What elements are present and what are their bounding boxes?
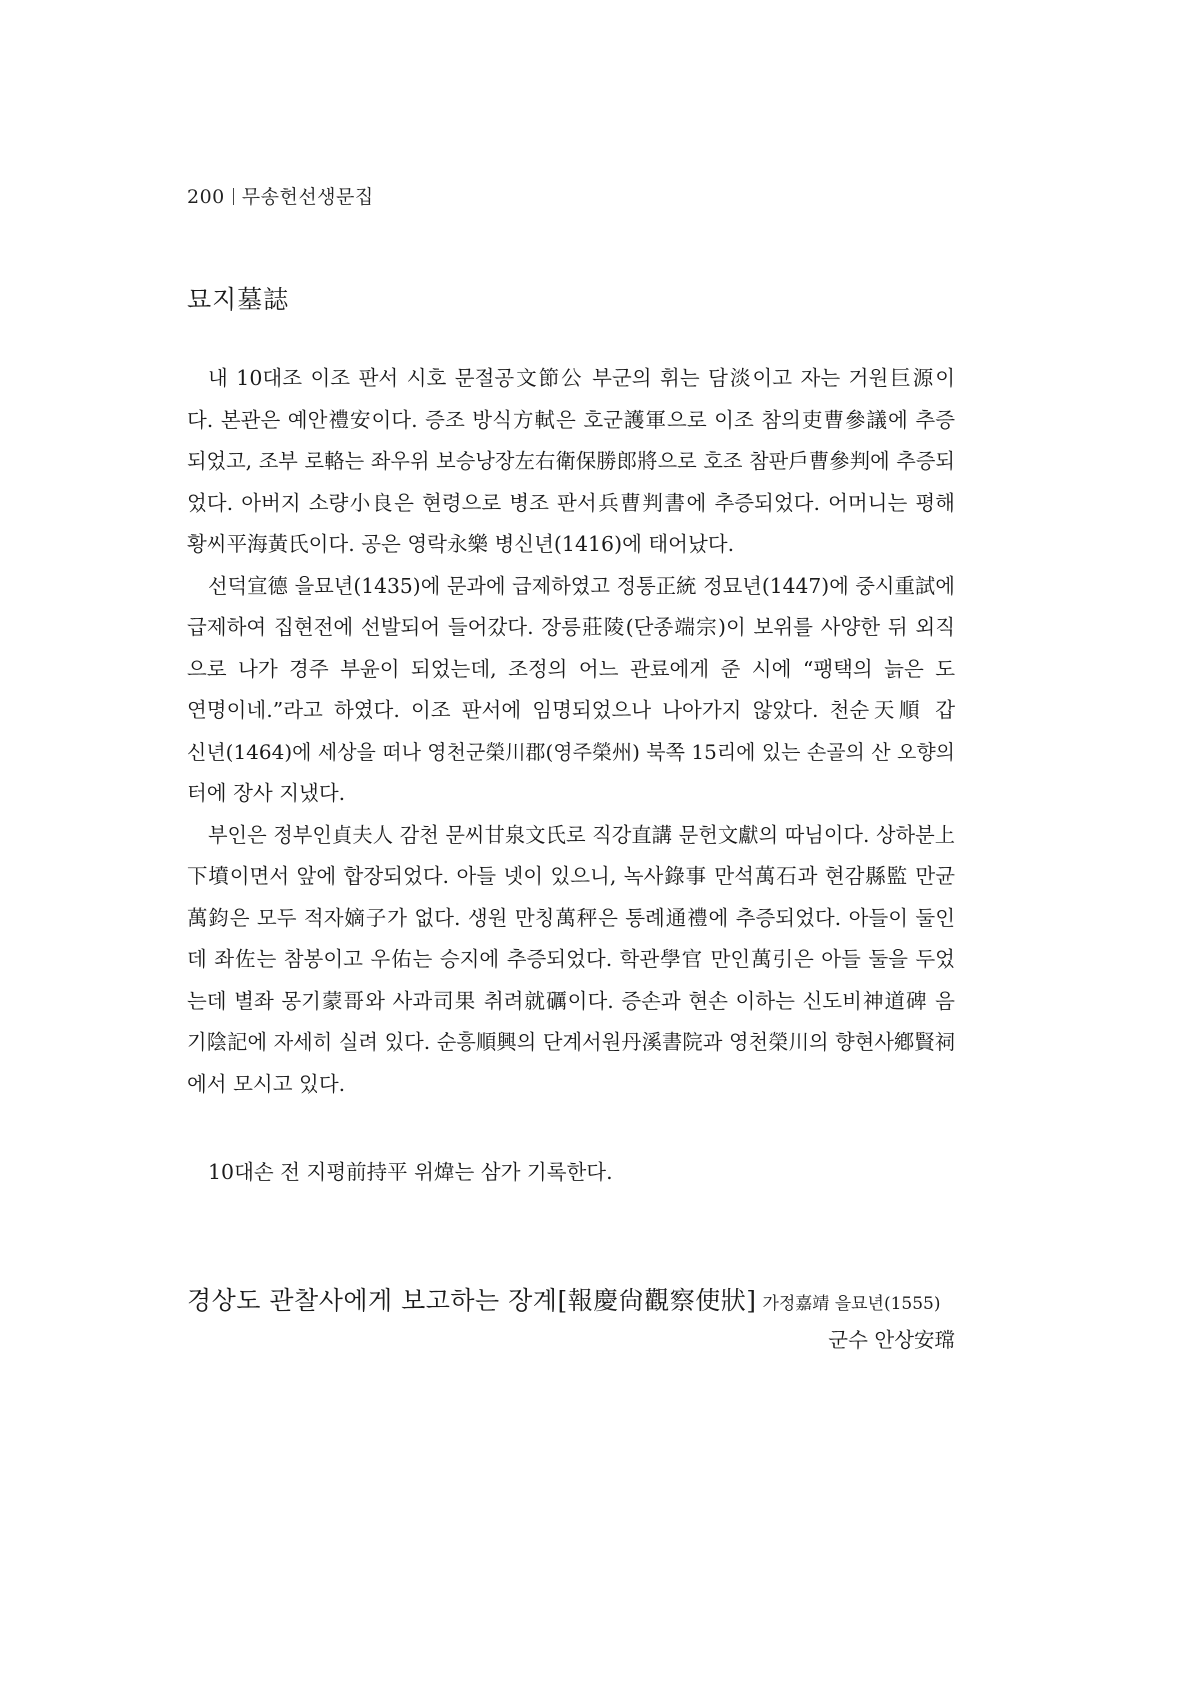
header-divider <box>233 188 234 205</box>
text-line: 는데 별좌 몽기蒙哥와 사과司果 취려就礪이다. 증손과 현손 이하는 신도비神道碑 음 <box>187 988 955 1013</box>
text-line: 부인은 정부인貞夫人 감천 문씨甘泉文氏로 직강直講 문헌文獻의 따님이다. 상하분上 <box>208 822 955 847</box>
text-line: 데 좌佐는 참봉이고 우佑는 승지에 추증되었다. 학관學官 만인萬引은 아들 둘을 두었 <box>187 947 955 971</box>
book-title: 무송헌선생문집 <box>241 186 374 208</box>
text-line: 신년(1464)에 세상을 떠나 영천군榮川郡(영주榮州) 북쪽 15리에 있는 손골의 산 오향의 <box>187 739 955 764</box>
section-title-report <box>187 1281 955 1317</box>
text-line: 급제하여 집현전에 선발되어 들어갔다. 장릉莊陵(단종端宗)이 보위를 사양한 뒤 외직 <box>187 615 955 639</box>
text-line: 었다. 아버지 소량小良은 현령으로 병조 판서兵曹判書에 추증되었다. 어머니는 평해 <box>187 490 955 515</box>
text-line: 으로 나가 경주 부윤이 되었는데, 조정의 어느 관료에게 준 시에 “팽택의 늙은 도 <box>187 656 955 681</box>
text-line: 下墳이면서 앞에 합장되었다. 아들 넷이 있으니, 녹사錄事 만석萬石과 현감縣監 만균 <box>187 864 955 888</box>
text-line: 다. 본관은 예안禮安이다. 증조 방식方軾은 호군護軍으로 이조 참의吏曹參議에 추증 <box>187 407 955 432</box>
text-line: 황씨平海黃氏이다. 공은 영락永樂 병신년(1416)에 태어났다. <box>187 532 735 556</box>
section-title-epitaph: 묘지墓誌 <box>187 285 290 314</box>
text-line: 터에 장사 지냈다. <box>187 781 346 805</box>
text-line: 선덕宣德 을묘년(1435)에 문과에 급제하였고 정통正統 정묘년(1447)에 중시重試에 <box>208 573 955 598</box>
signoff: 10대손 전 지평前持平 위煒는 삼가 기록한다. <box>208 1160 613 1184</box>
text-line: 되었고, 조부 로輅는 좌우위 보승낭장左右衛保勝郎將으로 호조 참판戶曹參判에 추증되 <box>187 449 955 473</box>
page-number: 200 <box>187 186 225 208</box>
text-line: 내 10대조 이조 판서 시호 문절공文節公 부군의 휘는 담淡이고 자는 거원巨源이 <box>208 366 955 390</box>
report-date: 가정嘉靖 을묘년(1555) <box>762 1294 941 1314</box>
report-author: 군수 안상安瑺 <box>828 1328 955 1352</box>
page-header <box>187 182 374 209</box>
text-line: 연명이네.”라고 하였다. 이조 판서에 임명되었으나 나아가지 않았다. 천순天順 갑 <box>187 698 955 722</box>
text-line: 에서 모시고 있다. <box>187 1071 346 1096</box>
text-line: 萬鈞은 모두 적자嫡子가 없다. 생원 만칭萬秤은 통례通禮에 추증되었다. 아들이 둘인 <box>187 905 955 930</box>
epitaph-body <box>187 358 955 1105</box>
report-title: 경상도 관찰사에게 보고하는 장계[報慶尙觀察使狀] <box>187 1286 757 1315</box>
text-line: 기陰記에 자세히 실려 있다. 순흥順興의 단계서원丹溪書院과 영천榮川의 향현사鄕賢祠 <box>187 1030 955 1054</box>
